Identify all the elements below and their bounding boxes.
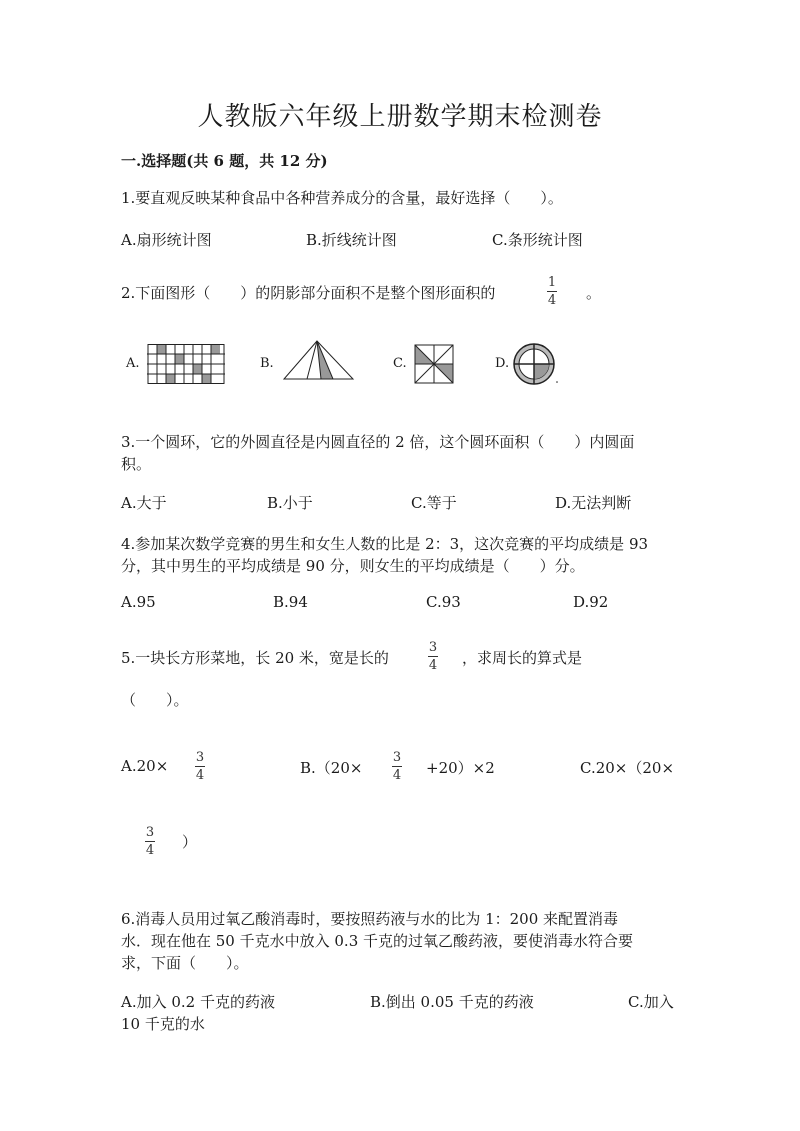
q2-end-mark: 。 xyxy=(586,284,602,302)
section-heading: 一.选择题(共 6 题，共 12 分) xyxy=(121,152,328,170)
q3-option-c: C.等于 xyxy=(411,494,457,512)
q5-option-a-fraction-denominator: 4 xyxy=(195,768,205,783)
q2-figure-d-circle xyxy=(513,343,559,385)
q4-option-d: D.92 xyxy=(573,593,609,611)
q2-figure-a-grid xyxy=(147,344,225,384)
q6-option-a: A.加入 0.2 千克的药液 xyxy=(121,993,275,1011)
q2-figure-d-label: D. xyxy=(495,356,510,371)
q4-option-b: B.94 xyxy=(273,593,308,611)
q5-option-b-prefix: B.（20× xyxy=(300,759,363,777)
q2-figure-c-label: C. xyxy=(393,356,407,371)
q2-figure-b-triangle xyxy=(283,340,355,380)
question-6-line-2: 水．现在他在 50 千克水中放入 0.3 千克的过氧乙酸药液，要使消毒水符合要 xyxy=(121,932,634,950)
q2-figure-c-square xyxy=(414,344,454,384)
q1-option-c: C.条形统计图 xyxy=(492,231,583,249)
q1-option-a: A.扇形统计图 xyxy=(121,231,212,249)
q5-option-b-fraction-denominator: 4 xyxy=(392,768,402,783)
q2-figure-a-label: A. xyxy=(126,356,140,371)
q2-fraction-numerator: 1 xyxy=(547,275,557,290)
question-6-line-1: 6.消毒人员用过氧乙酸消毒时，要按照药液与水的比为 1：200 来配置消毒 xyxy=(121,910,619,928)
question-3-line-1: 3.一个圆环，它的外圆直径是内圆直径的 2 倍，这个圆环面积（ ）内圆面 xyxy=(121,433,635,451)
question-3-line-2: 积。 xyxy=(121,455,152,473)
q5-option-a-fraction-numerator: 3 xyxy=(195,750,205,765)
question-5-text: 5.一块长方形菜地，长 20 米，宽是长的 xyxy=(121,649,389,667)
q5-option-a: A.20× xyxy=(121,757,169,775)
q3-option-d: D.无法判断 xyxy=(555,494,632,512)
q5-option-a-fraction xyxy=(195,750,205,783)
question-6-line-3: 求，下面（ ）。 xyxy=(121,954,249,972)
q5-option-c-fraction-numerator: 3 xyxy=(145,825,155,840)
q1-option-b: B.折线统计图 xyxy=(306,231,397,249)
question-4-line-2: 分，其中男生的平均成绩是 90 分，则女生的平均成绩是（ ）分。 xyxy=(121,557,585,575)
question-1-text: 1.要直观反映某种食品中各种营养成分的含量，最好选择（ ）。 xyxy=(121,189,563,207)
q2-fraction-denominator: 4 xyxy=(547,293,557,308)
q2-fraction xyxy=(547,275,557,308)
q3-option-a: A.大于 xyxy=(121,494,167,512)
q5-option-b-suffix: +20）×2 xyxy=(426,759,495,777)
q4-option-a: A.95 xyxy=(121,593,156,611)
page-title: 人教版六年级上册数学期末检测卷 xyxy=(197,102,603,132)
q5-fraction-denominator: 4 xyxy=(428,658,438,673)
q4-option-c: C.93 xyxy=(426,593,461,611)
q6-option-c-continued: 10 千克的水 xyxy=(121,1015,205,1033)
question-5-tail: ，求周长的算式是 xyxy=(462,649,583,667)
q5-option-c: C.20×（20× xyxy=(580,759,675,777)
q6-option-b: B.倒出 0.05 千克的药液 xyxy=(370,993,534,1011)
q3-option-b: B.小于 xyxy=(267,494,313,512)
q5-option-c-tail: ） xyxy=(182,833,198,851)
question-5-line-2: （ ）。 xyxy=(121,691,189,709)
q6-option-c: C.加入 xyxy=(628,993,674,1011)
question-2-text: 2.下面图形（ ）的阴影部分面积不是整个图形面积的 xyxy=(121,284,496,302)
question-4-line-1: 4.参加某次数学竞赛的男生和女生人数的比是 2：3，这次竞赛的平均成绩是 93 xyxy=(121,535,649,553)
q5-option-b-fraction-numerator: 3 xyxy=(392,750,402,765)
q5-option-b-fraction xyxy=(392,750,402,783)
q2-figure-b-label: B. xyxy=(260,356,274,371)
q5-fraction xyxy=(428,640,438,673)
q5-option-c-fraction-denominator: 4 xyxy=(145,843,155,858)
q5-fraction-numerator: 3 xyxy=(428,640,438,655)
q5-option-c-fraction xyxy=(145,825,155,858)
